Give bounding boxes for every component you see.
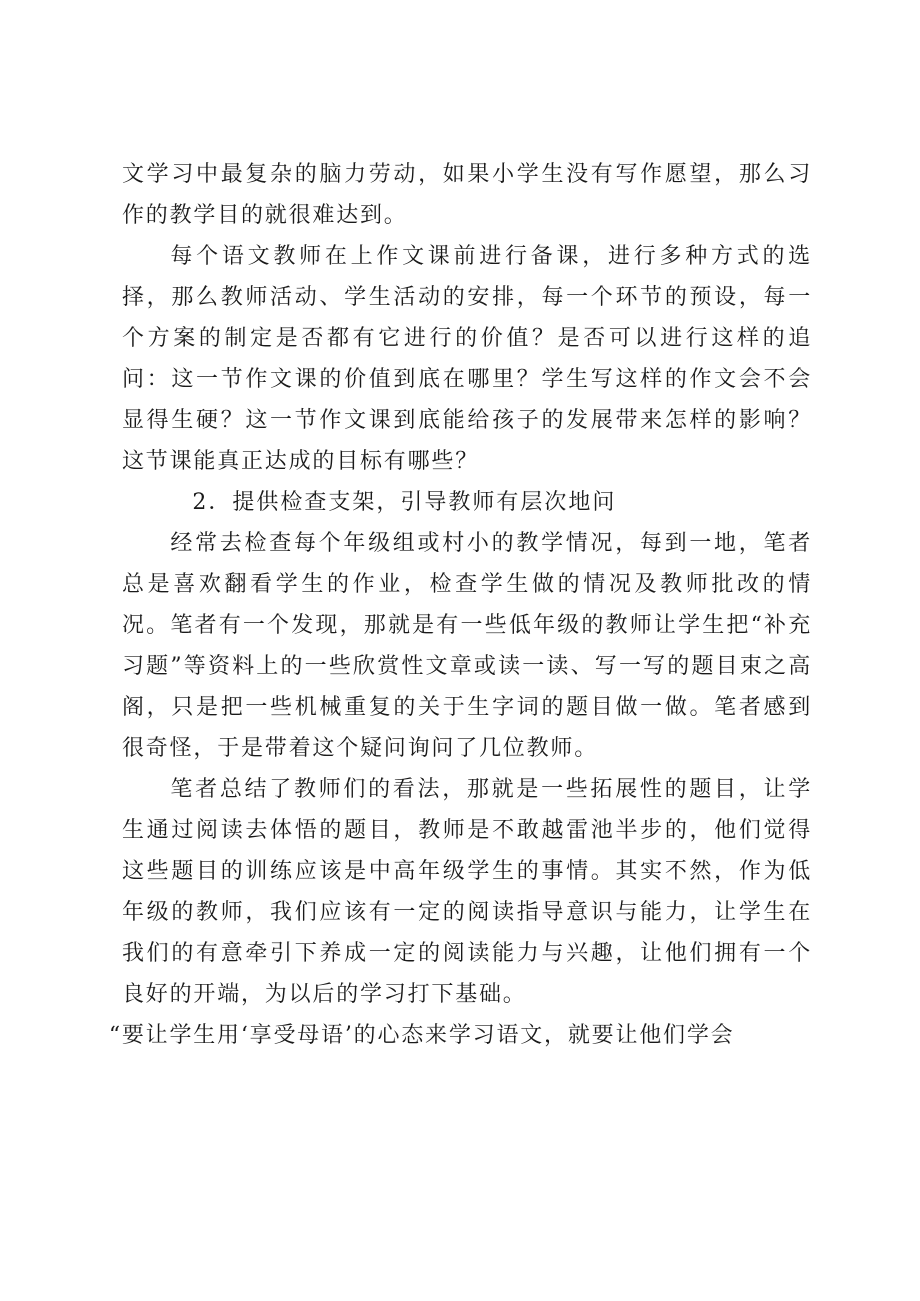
paragraph-quote: “要让学生用‘享受母语’的心态来学习语文，就要让他们学会 (108, 1023, 735, 1048)
paragraph-inspection: 经常去检查每个年级组或村小的教学情况，每到一地，笔者总是喜欢翻看学生的作业，检查学生做的情况及教师批改的情况。笔者有一个发现，那就是有一些低年级的教师让学生把“补充习题”等资料上的一些欣赏性文章或读一读、写一写的题目束之高阁，只是把一些机械重复的关于生字词的题目做一做。笔者感到很奇怪，于是带着这个疑问询问了几位教师。 (122, 531, 812, 761)
section-heading: 2．提供检查支架，引导教师有层次地问 (192, 490, 617, 515)
paragraph-continuation: 文学习中最复杂的脑力劳动，如果小学生没有写作愿望，那么习作的教学目的就很难达到。 (122, 162, 812, 228)
paragraph-lesson-planning: 每个语文教师在上作文课前进行备课，进行多种方式的选择，那么教师活动、学生活动的安排，每一个环节的预设，每一个方案的制定是否都有它进行的价值？是否可以进行这样的追问：这一节作文课的价值到底在哪里？学生写这样的作文会不会显得生硬？这一节作文课到底能给孩子的发展带来怎样的影响？这节课能真正达成的目标有哪些？ (122, 244, 812, 474)
paragraph-teacher-views: 笔者总结了教师们的看法，那就是一些拓展性的题目，让学生通过阅读去体悟的题目，教师是不敢越雷池半步的，他们觉得这些题目的训练应该是中高年级学生的事情。其实不然，作为低年级的教师，我们应该有一定的阅读指导意识与能力，让学生在我们的有意牵引下养成一定的阅读能力与兴趣，让他们拥有一个良好的开端，为以后的学习打下基础。 (122, 777, 812, 1007)
document-body (108, 154, 812, 1056)
